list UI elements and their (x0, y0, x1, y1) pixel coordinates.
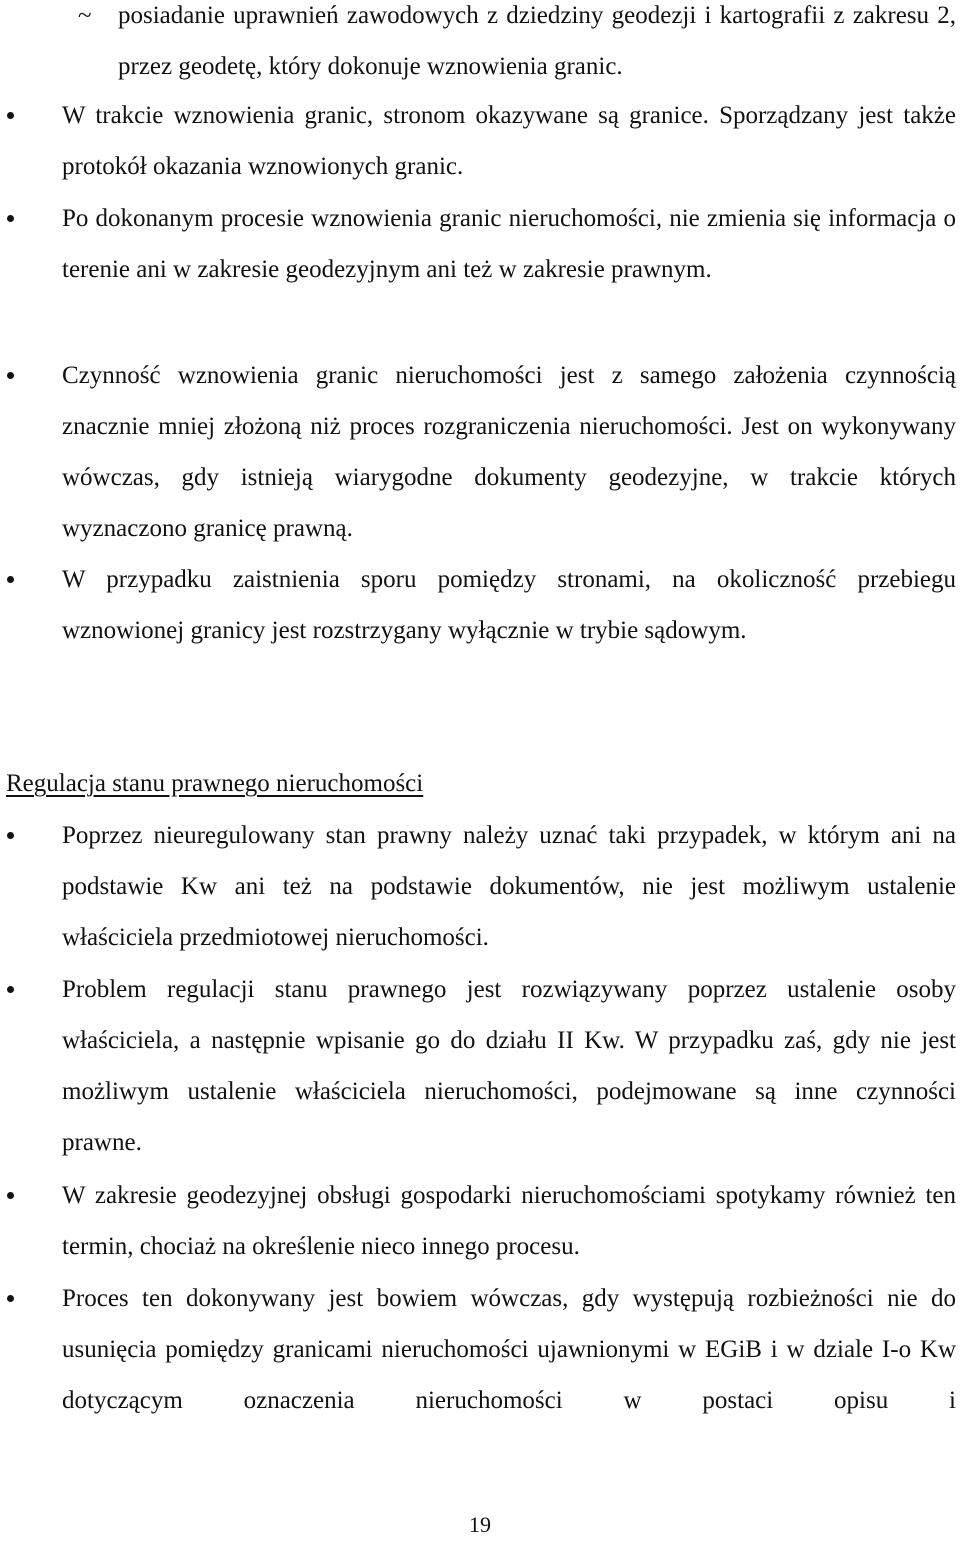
list-item-text: posiadanie uprawnień zawodowych z dziedziny geodezji i kartografii z zakresu 2, przez geodetę, który dokonuje wznowienia granic. (118, 2, 956, 80)
list-item (62, 1170, 956, 1272)
list-item (62, 90, 956, 192)
bullet-icon (7, 554, 27, 605)
bullet-icon (7, 810, 27, 861)
list-item-text: W trakcie wznowienia granic, stronom okazywane są granice. Sporządzany jest także protokół okazania wznowionych granic. (62, 102, 956, 180)
list-item-text: Poprzez nieuregulowany stan prawny należy uznać taki przypadek, w którym ani na podstawie Kw ani też na podstawie dokumentów, nie jest możliwym ustalenie właściciela przedmiotowej nieruchomości. (62, 822, 956, 951)
list-item (62, 1273, 956, 1426)
list-item-text: Proces ten dokonywany jest bowiem wówczas, gdy występują rozbieżności nie do usunięcia pomiędzy granicami nieruchomości ujawnionymi w EGiB i w dziale I-o Kw dotyczącym oznaczenia nieruchomości w postaci opisu i (62, 1285, 956, 1414)
list-item-text: W przypadku zaistnienia sporu pomiędzy stronami, na okoliczność przebiegu wznowionej granicy jest rozstrzygany wyłącznie w trybie sądowym. (62, 566, 956, 644)
bullet-icon (7, 1273, 27, 1324)
list-item (62, 350, 956, 554)
tilde-marker: ~ (78, 2, 92, 29)
list-item-text: Czynność wznowienia granic nieruchomości jest z samego założenia czynnością znacznie mniej złożoną niż proces rozgraniczenia nieruchomości. Jest on wykonywany wówczas, gdy istnieją wiarygodne dokumenty geodezyjne, w trakcie których wyznaczono granicę prawną. (62, 362, 956, 542)
list-item-text: Problem regulacji stanu prawnego jest rozwiązywany poprzez ustalenie osoby właściciela, a następnie wpisanie go do działu II Kw. W przypadku zaś, gdy nie jest możliwym ustalenie właściciela nieruchomości, podejmowane są inne czynności prawne. (62, 976, 956, 1156)
bullet-icon (7, 964, 27, 1015)
list-item (62, 554, 956, 656)
page-number: 19 (469, 1512, 491, 1537)
list-item-text: W zakresie geodezyjnej obsługi gospodarki nieruchomościami spotykamy również ten termin, chociaż na określenie nieco innego procesu. (62, 1182, 956, 1260)
list-item-continuation (78, 0, 956, 92)
bullet-icon (7, 1170, 27, 1221)
list-item (62, 193, 956, 295)
bullet-icon (7, 90, 27, 141)
list-item (62, 810, 956, 963)
bullet-icon (7, 350, 27, 401)
list-item (62, 964, 956, 1168)
list-item-text: Po dokonanym procesie wznowienia granic nieruchomości, nie zmienia się informacja o terenie ani w zakresie geodezyjnym ani też w zakresie prawnym. (62, 205, 956, 283)
bullet-icon (7, 193, 27, 244)
section-heading: Regulacja stanu prawnego nieruchomości (6, 770, 424, 797)
